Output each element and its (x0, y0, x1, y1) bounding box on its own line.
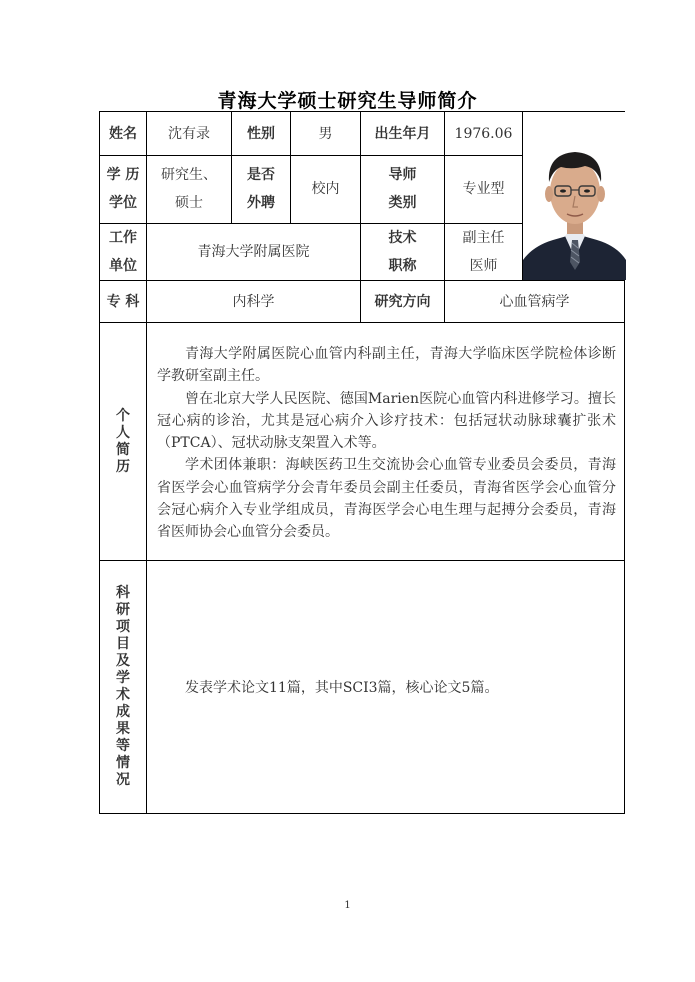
edu-label: 学 历 学位 (100, 156, 147, 223)
bio-paragraph: 曾在北京大学人民医院、德国Marien医院心血管内科进修学习。擅长冠心病的诊治，尤其是冠心病介入诊疗技术：包括冠状动脉球囊扩张术（PTCA）、冠状动脉支架置入术等。 (157, 390, 616, 452)
advisor-type-value: 专业型 (445, 156, 523, 223)
name-label: 姓名 (100, 112, 147, 156)
external-value: 校内 (291, 156, 361, 223)
major-value: 内科学 (147, 281, 361, 323)
portrait-photo (523, 112, 625, 281)
gender-value: 男 (291, 112, 361, 156)
bio-paragraph: 青海大学附属医院心血管内科副主任，青海大学临床医学院检体诊断学教研室副主任。 (157, 346, 616, 385)
tech-title-value: 副主任 医师 (445, 223, 523, 280)
page-title: 青海大学硕士研究生导师简介 (217, 90, 478, 112)
major-label: 专 科 (100, 281, 147, 323)
portrait-image (523, 112, 626, 280)
profile-table (99, 111, 625, 814)
work-label: 工作 单位 (100, 223, 147, 280)
edu-value: 研究生、 硕士 (147, 156, 232, 223)
bio-content (147, 323, 625, 561)
bio-label: 个 人 简 历 (100, 323, 147, 561)
research-content: 发表学术论文11篇，其中SCI3篇，核心论文5篇。 (147, 561, 625, 814)
advisor-type-label: 导师 类别 (361, 156, 445, 223)
name-value: 沈有录 (147, 112, 232, 156)
tech-title-label: 技术 职称 (361, 223, 445, 280)
research-label: 科 研 项 目 及 学 术 成 果 等 情 况 (100, 561, 147, 814)
direction-value: 心血管病学 (445, 281, 625, 323)
gender-label: 性别 (232, 112, 291, 156)
bio-paragraph: 学术团体兼职：海峡医药卫生交流协会心血管专业委员会委员，青海省医学会心血管病学分会青年委员会副主任委员，青海省医学会心血管分会冠心病介入专业学组成员，青海医学会心电生理与起搏分会委员，青海省医师协会心血管分会委员。 (157, 457, 616, 541)
work-value: 青海大学附属医院 (147, 223, 361, 280)
page-number: 1 (344, 900, 351, 911)
direction-label: 研究方向 (361, 281, 445, 323)
external-label: 是否 外聘 (232, 156, 291, 223)
birth-label: 出生年月 (361, 112, 445, 156)
birth-value: 1976.06 (445, 112, 523, 156)
